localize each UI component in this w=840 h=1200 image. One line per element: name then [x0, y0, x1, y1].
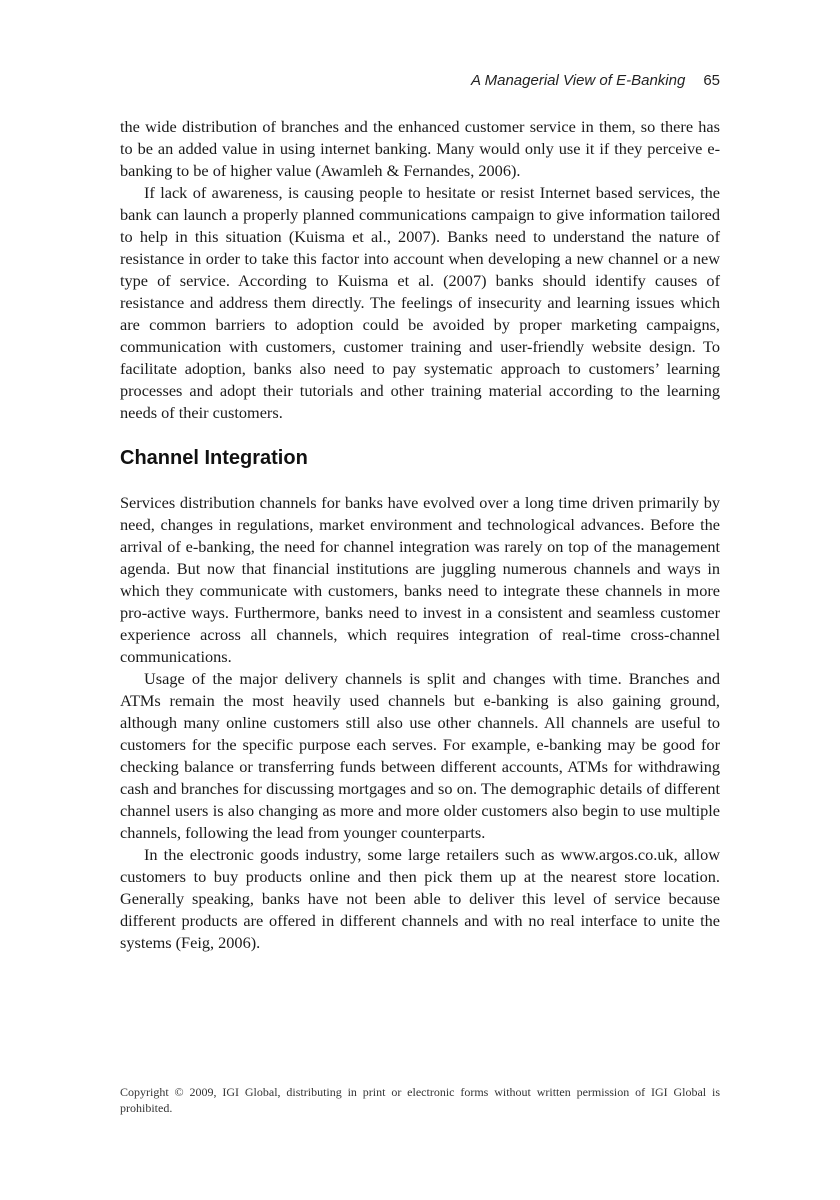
copyright-footer: Copyright © 2009, IGI Global, distributing in print or electronic forms without written permission of IGI Global is prohibited.	[120, 1085, 720, 1115]
running-head-title: A Managerial View of E-Banking	[471, 72, 686, 89]
page-content	[120, 116, 720, 954]
body-paragraph: Usage of the major delivery channels is split and changes with time. Branches and ATMs remain the most heavily used channels but e-banking is also gaining ground, although many online customers still also use other channels. All channels are useful to customers for the specific purpose each serves. For example, e-banking may be good for checking balance or transferring funds between different accounts, ATMs for withdrawing cash and branches for discussing mortgages and so on. The demographic details of different channel users is also changing as more and more older customers also begin to use multiple channels, following the lead from younger counterparts.	[120, 669, 720, 842]
body-paragraph: In the electronic goods industry, some large retailers such as www.argos.co.uk, allow customers to buy products online and then pick them up at the nearest store location. Generally speaking, banks have not been able to deliver this level of service because different products are offered in different channels and with no real interface to unite the systems (Feig, 2006).	[120, 845, 720, 952]
body-paragraph: If lack of awareness, is causing people to hesitate or resist Internet based services, the bank can launch a properly planned communications campaign to give information tailored to help in this situation (Kuisma et al., 2007). Banks need to understand the nature of resistance in order to take this factor into account when developing a new channel or a new type of service. According to Kuisma et al. (2007) banks should identify causes of resistance and address them directly. The feelings of insecurity and learning issues which are common barriers to adoption could be avoided by proper marketing campaigns, communication with customers, customer training and user-friendly website design. To facilitate adoption, banks also need to pay systematic approach to customers’ learning processes and adopt their tutorials and other training material according to the learning needs of their customers.	[120, 183, 720, 422]
page-number: 65	[703, 72, 720, 89]
running-head	[120, 72, 720, 89]
body-paragraph: the wide distribution of branches and the enhanced customer service in them, so there has to be an added value in using internet banking. Many would only use it if they perceive e-banking to be of higher value (Awamleh & Fernandes, 2006).	[120, 117, 720, 180]
body-paragraph: Services distribution channels for banks have evolved over a long time driven primarily by need, changes in regulations, market environment and technological advances. Before the arrival of e-banking, the need for channel integration was rarely on top of the management agenda. But now that financial institutions are juggling numerous channels and ways in which they communicate with customers, banks need to integrate these channels in more pro-active ways. Furthermore, banks need to invest in a consistent and seamless customer experience across all channels, which requires integration of real-time cross-channel communications.	[120, 493, 720, 666]
section-heading: Channel Integration	[120, 447, 308, 469]
